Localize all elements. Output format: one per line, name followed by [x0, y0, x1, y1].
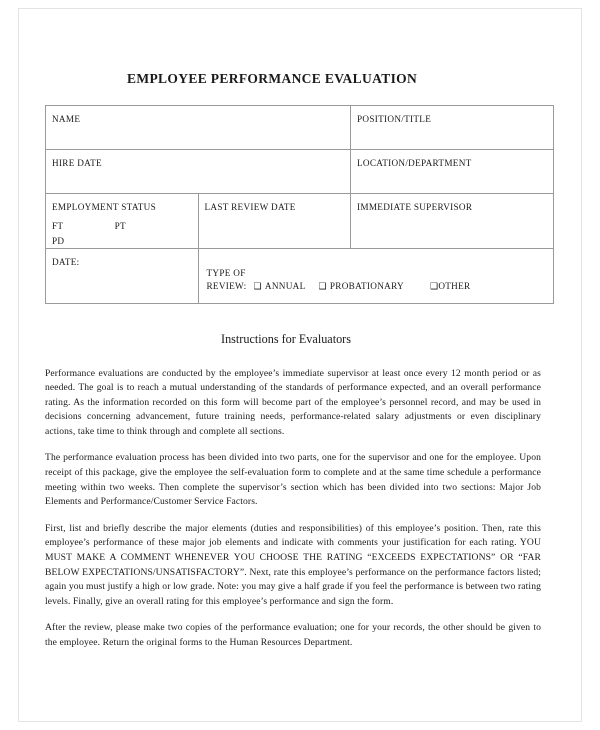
- field-label-employment-status: EMPLOYMENT STATUS: [52, 202, 156, 213]
- field-type-of-review: [198, 248, 554, 303]
- table-row-employment-status: [46, 194, 554, 249]
- checkbox-other-icon[interactable]: ❑: [429, 282, 439, 293]
- field-label-location-department[interactable]: LOCATION/DEPARTMENT: [351, 150, 554, 194]
- field-label-last-review-date[interactable]: LAST REVIEW DATE: [198, 194, 351, 249]
- type-of-review-label-line1: TYPE OF: [206, 267, 246, 278]
- type-of-review-label-line2: REVIEW:: [206, 281, 247, 292]
- table-row-hire-date: [46, 150, 554, 194]
- field-label-date[interactable]: DATE:: [46, 248, 199, 303]
- employment-status-options: [52, 219, 198, 248]
- table-row-date-type-of-review: [46, 248, 554, 303]
- table-row-name: [46, 106, 554, 150]
- checkbox-annual-icon[interactable]: ❑: [253, 282, 262, 293]
- status-option-pt[interactable]: PT: [114, 221, 126, 232]
- instructions-paragraph: After the review, please make two copies of the performance evaluation; one for your records, the other should be given to the employee. Return the original forms to the Human Resources Department.: [45, 622, 541, 648]
- instructions-paragraph: Performance evaluations are conducted by the employee’s immediate supervisor at least once every 12 month period or as needed. The goal is to reach a mutual understanding of the standards of performance expected, and an overall performance rating. As the information recorded on this form will become part of the employee’s personnel record, and may be used in decisions concerning advancement, future training needs, performance-related salary adjustments or even disciplinary actions, take time to think through and complete all sections.: [45, 367, 541, 437]
- instructions-body: [45, 367, 541, 651]
- checkbox-annual-label[interactable]: ANNUAL: [264, 281, 306, 292]
- page-content: [45, 9, 541, 650]
- employee-info-table: [45, 105, 554, 304]
- checkbox-other-label[interactable]: OTHER: [438, 281, 471, 292]
- page-title: EMPLOYEE PERFORMANCE EVALUATION: [127, 71, 418, 86]
- instructions-paragraph: First, list and briefly describe the major elements (duties and responsibilities) of this employee’s position. Then, rate this employee’s performance of these major job elements and indicate with comments your justification for each rating. YOU MUST MAKE A COMMENT WHENEVER YOU CHOOSE THE RATING “EXCEEDS EXPECTATIONS” OR “FAR BELOW EXPECTATIONS/UNSATISFACTORY”. Next, rate this employee’s performance on the performance factors listed; again you must justify a high or low grade. Note: you may give a half grade if you feel the performance is between two rating levels. Finally, give an overall rating for this employee’s performance and sign the form.: [45, 522, 541, 607]
- instructions-paragraph: The performance evaluation process has been divided into two parts, one for the supervisor and one for the employee. Upon receipt of this package, give the employee the self-evaluation form to complete and at the same time schedule a performance meeting within two weeks. Then complete the supervisor’s section which has been divided into two sections: Major Job Elements and Performance/Customer Service Factors.: [45, 452, 541, 508]
- status-option-pd[interactable]: PD: [52, 235, 65, 246]
- status-option-ft[interactable]: FT: [52, 221, 64, 232]
- field-label-hire-date[interactable]: HIRE DATE: [46, 150, 351, 194]
- field-employment-status[interactable]: [46, 194, 199, 249]
- instructions-heading: Instructions for Evaluators: [221, 331, 351, 346]
- field-label-position-title[interactable]: POSITION/TITLE: [351, 106, 554, 150]
- document-page: [18, 8, 582, 722]
- checkbox-probationary-icon[interactable]: ❑: [318, 282, 327, 293]
- checkbox-probationary-label[interactable]: PROBATIONARY: [329, 281, 404, 292]
- field-label-immediate-supervisor[interactable]: IMMEDIATE SUPERVISOR: [351, 194, 554, 249]
- field-label-name[interactable]: NAME: [46, 106, 351, 150]
- type-of-review-options: [207, 280, 554, 294]
